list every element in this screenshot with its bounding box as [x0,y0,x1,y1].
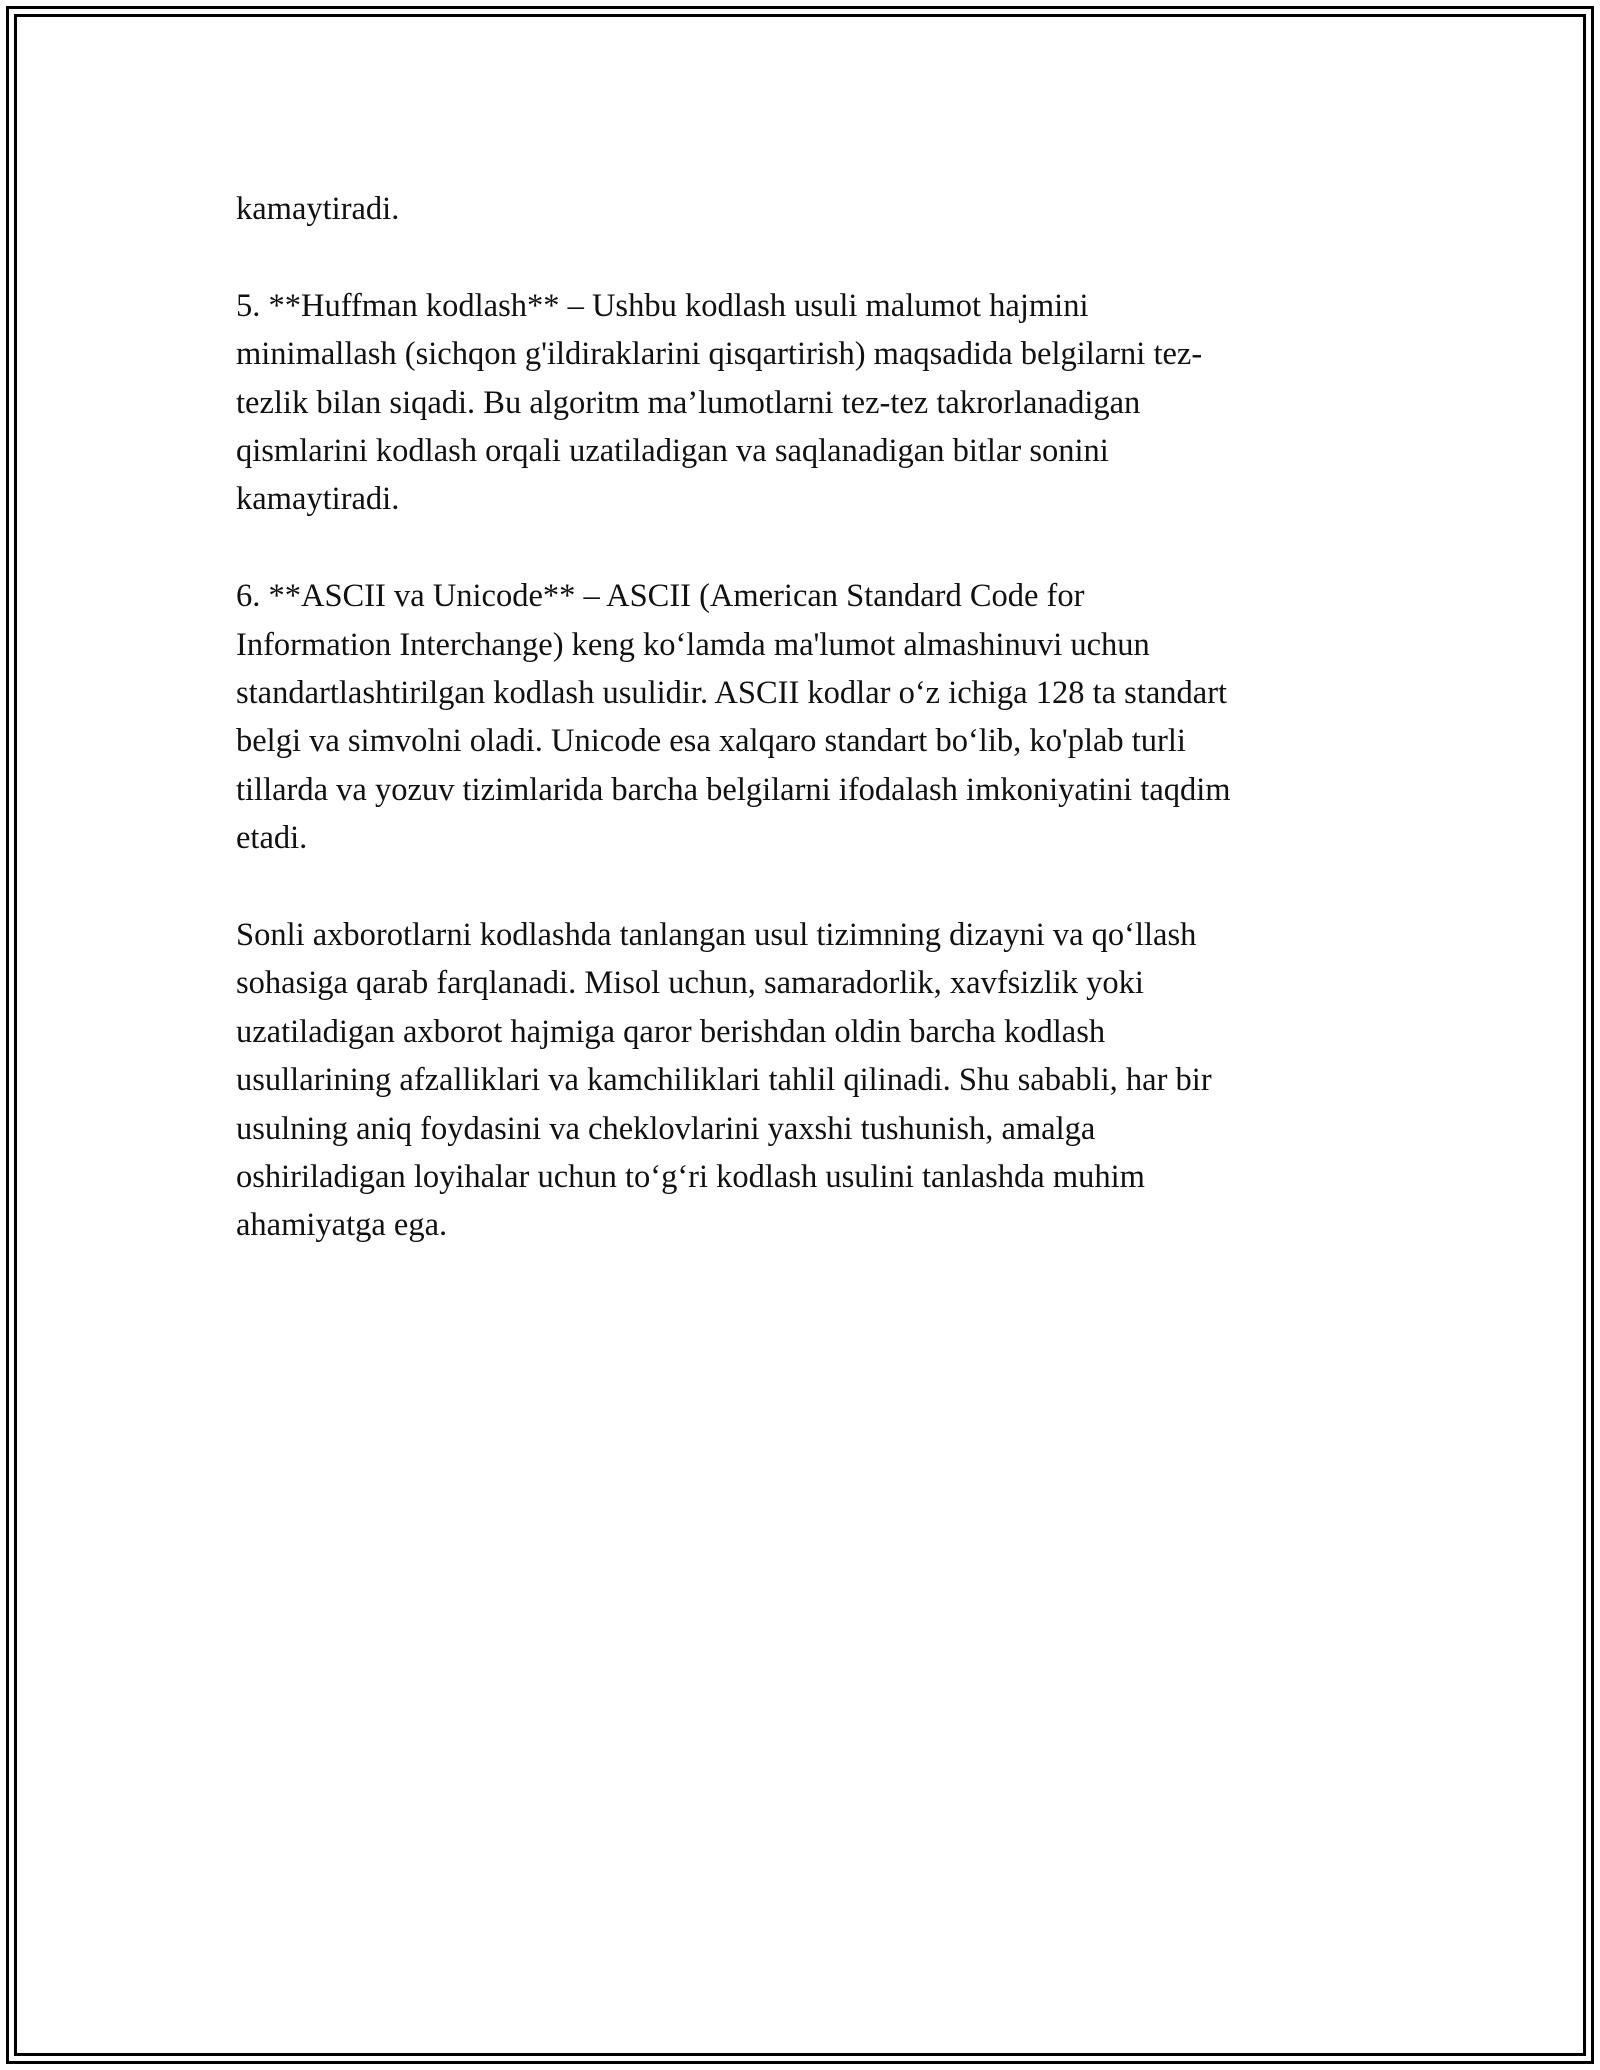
document-body [236,185,1366,1298]
text-line: uzatiladigan axborot hajmiga qaror berishdan oldin barcha kodlash [236,1013,1106,1050]
text-line: belgi va simvolni oladi. Unicode esa xalqaro standart bo‘lib, ko'plab turli [236,723,1186,760]
text-line: standartlashtirilgan kodlash usulidir. ASCII kodlar o‘z ichiga 128 ta standart [236,675,1228,712]
text-line: Sonli axborotlarni kodlashda tanlangan usul tizimning dizayni va qo‘llash [236,917,1197,954]
text-line: minimallash (sichqon g'ildiraklarini qisqartirish) maqsadida belgilarni tez- [236,336,1203,373]
text-line: 5. **Huffman kodlash** – Ushbu kodlash usuli malumot hajmini [236,287,1089,324]
paragraph-ascii-unicode [236,572,1366,862]
text-line: sohasiga qarab farqlanadi. Misol uchun, samaradorlik, xavfsizlik yoki [236,965,1144,1002]
text-line: oshiriladigan loyihalar uchun to‘g‘ri kodlash usulini tanlashda muhim [236,1159,1145,1196]
text-line: ahamiyatga ega. [236,1207,448,1244]
text-line: etadi. [236,820,308,857]
text-line: kamaytiradi. [236,481,400,518]
paragraph-huffman-coding [236,282,1366,524]
paragraph-continuation [236,185,1366,233]
text-line: kamaytiradi. [236,191,400,227]
paragraph-conclusion [236,911,1366,1250]
text-line: tezlik bilan siqadi. Bu algoritm ma’lumotlarni tez-tez takrorlanadigan [236,384,1141,421]
text-line: tillarda va yozuv tizimlarida barcha belgilarni ifodalash imkoniyatini taqdim [236,771,1231,808]
text-line: Information Interchange) keng ko‘lamda ma'lumot almashinuvi uchun [236,626,1150,663]
text-line: usulning aniq foydasini va cheklovlarini yaxshi tushunish, amalga [236,1110,1096,1147]
text-line: usullarining afzalliklari va kamchiliklari tahlil qilinadi. Shu sababli, har bir [236,1062,1212,1099]
text-line: qismlarini kodlash orqali uzatiladigan va saqlanadigan bitlar sonini [236,433,1109,470]
text-line: 6. **ASCII va Unicode** – ASCII (American Standard Code for [236,578,1085,615]
